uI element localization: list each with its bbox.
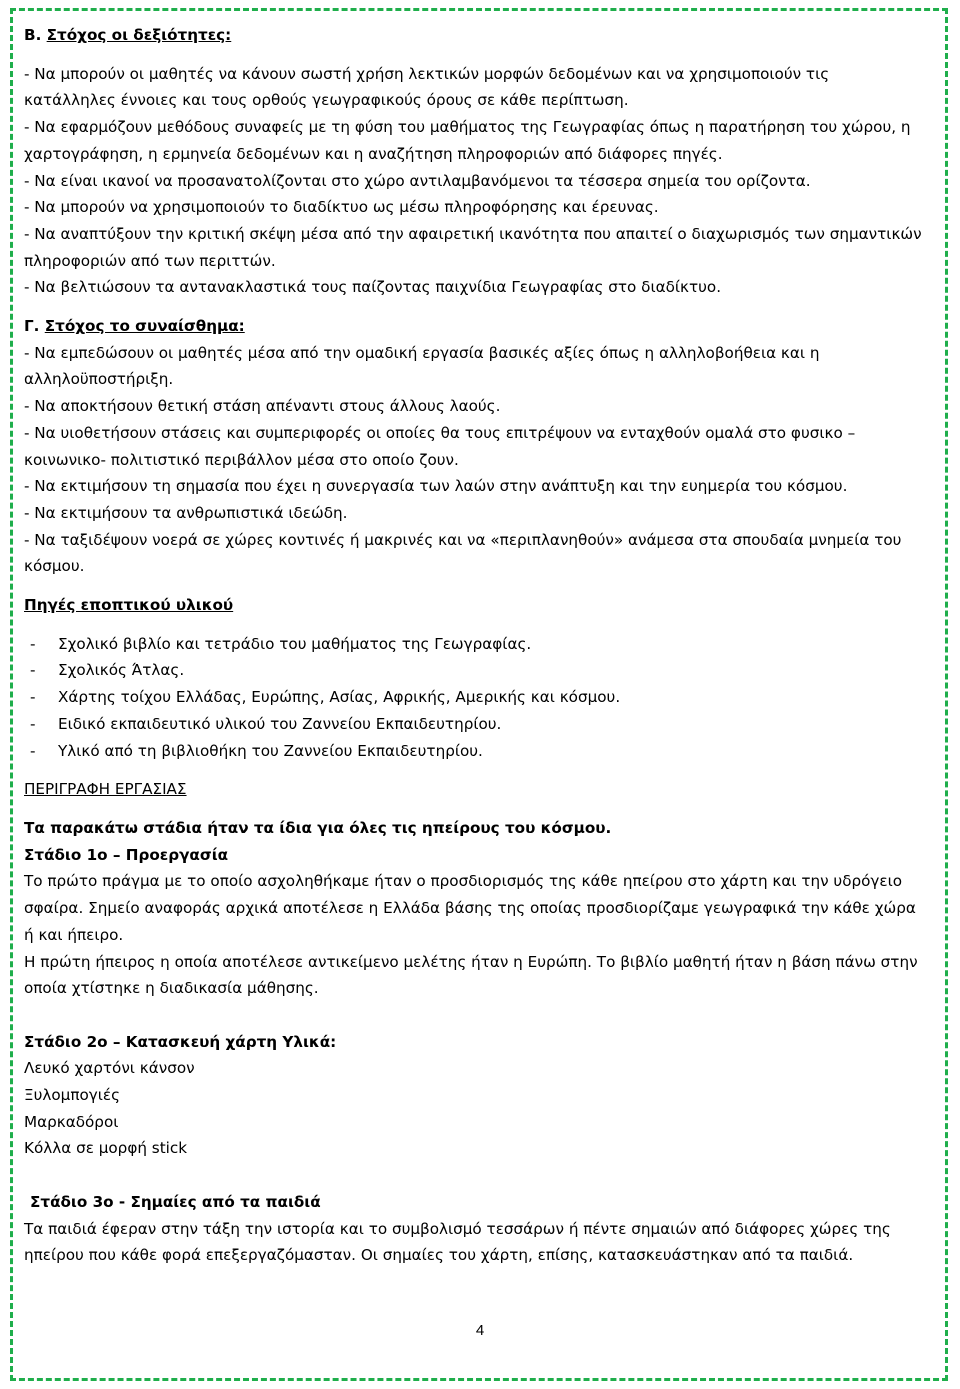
section-b-item: - Να αναπτύξουν την κριτική σκέψη μέσα από την αφαιρετική ικανότητα που απαιτεί ο διαχωρισμός των σημαντικών πληροφοριών από των περιττών.: [24, 224, 922, 270]
sources-item-text: Χάρτης τοίχου Ελλάδας, Ευρώπης, Ασίας, Αφρικής, Αμερικής και κόσμου.: [58, 688, 621, 707]
sources-item-text: Υλικό από τη βιβλιοθήκη του Ζαννείου Εκπαιδευτηρίου.: [58, 741, 483, 760]
material-item: Λευκό χαρτόνι κάνσον: [24, 1059, 195, 1078]
stage3-paragraph: Τα παιδιά έφεραν στην τάξη την ιστορία και το συμβολισμό τεσσάρων ή πέντε σημαιών από διάφορες χώρες της ηπείρου που κάθε φορά επεξεργαζόμασταν. Οι σημαίες του χάρτη, επίσης, κατασκευάστηκαν από τα παιδιά.: [24, 1219, 891, 1265]
material-item: Μαρκαδόροι: [24, 1112, 119, 1131]
section-g-letter: Γ.: [24, 317, 45, 336]
section-b-item: - Να μπορούν να χρησιμοποιούν το διαδίκτυο ως μέσω πληροφόρησης και έρευνας.: [24, 198, 659, 217]
section-g-item: - Να εκτιμήσουν τη σημασία που έχει η συνεργασία των λαών στην ανάπτυξη και την ευημερία του κόσμου.: [24, 477, 848, 496]
sources-item: - Υλικό από τη βιβλιοθήκη του Ζαννείου Εκπαιδευτηρίου.: [24, 738, 924, 765]
document-body: [24, 22, 924, 1269]
section-g-item: - Να ταξιδέψουν νοερά σε χώρες κοντινές ή μακρινές και να «περιπλανηθούν» ανάμεσα στα σπουδαία μνημεία του κόσμου.: [24, 530, 902, 576]
section-g-list: [24, 340, 924, 580]
section-g-item: - Να αποκτήσουν θετική στάση απέναντι στους άλλους λαούς.: [24, 397, 501, 416]
sources-item-text: Σχολικό βιβλίο και τετράδιο του μαθήματος της Γεωγραφίας.: [58, 634, 532, 653]
section-b-item: - Να είναι ικανοί να προσανατολίζονται στο χώρο αντιλαμβανόμενοι τα τέσσερα σημεία του ορίζοντα.: [24, 171, 811, 190]
description-intro: Τα παρακάτω στάδια ήταν τα ίδια για όλες τις ηπείρους του κόσμου.: [24, 818, 612, 837]
section-g-item: - Να εκτιμήσουν τα ανθρωπιστικά ιδεώδη.: [24, 503, 348, 522]
stage2-title: Στάδιο 2ο – Κατασκευή χάρτη Υλικά:: [24, 1032, 337, 1051]
stage3-title: Στάδιο 3ο - Σημαίες από τα παιδιά: [30, 1192, 321, 1211]
section-g-item: - Να υιοθετήσουν στάσεις και συμπεριφορές οι οποίες θα τους επιτρέψουν να ενταχθούν ομαλά στο φυσικο – κοινωνικο- πολιτιστικό περιβάλλον μέσα στο οποίο ζουν.: [24, 423, 856, 469]
section-b-item: - Να εφαρμόζουν μεθόδους συναφείς με τη φύση του μαθήματος της Γεωγραφίας όπως η παρατήρηση του χώρου, η χαρτογράφηση, η ερμηνεία δεδομένων και η αναζήτηση πληροφοριών από διάφορες πηγές.: [24, 118, 911, 163]
section-b-list: [24, 61, 924, 301]
stage1-paragraph-2: Η πρώτη ήπειρος η οποία αποτέλεσε αντικείμενο μελέτης ήταν η Ευρώπη. Το βιβλίο μαθητή ήταν η βάση πάνω στην οποία χτίστηκε η διαδικασία μάθησης.: [24, 952, 918, 998]
section-b-title: Στόχος οι δεξιότητες:: [46, 26, 232, 44]
section-b-heading: [24, 22, 924, 49]
sources-item: - Σχολικός Άτλας.: [24, 657, 924, 684]
description-heading: ΠΕΡΙΓΡΑΦΗ ΕΡΓΑΣΙΑΣ: [24, 780, 187, 799]
section-g-item: - Να εμπεδώσουν οι μαθητές μέσα από την ομαδική εργασία βασικές αξίες όπως η αλληλοβοήθεια και η αλληλοϋποστήριξη.: [24, 343, 820, 389]
sources-list: [24, 631, 924, 765]
page-number: 4: [475, 1322, 485, 1339]
sources-heading: Πηγές εποπτικού υλικού: [24, 596, 234, 615]
section-g-title: Στόχος το συναίσθημα:: [44, 317, 245, 336]
sources-item: - Χάρτης τοίχου Ελλάδας, Ευρώπης, Ασίας, Αφρικής, Αμερικής και κόσμου.: [24, 684, 924, 711]
section-b-letter: Β.: [24, 26, 47, 44]
sources-item: - Σχολικό βιβλίο και τετράδιο του μαθήματος της Γεωγραφίας.: [24, 631, 924, 658]
sources-item: - Ειδικό εκπαιδευτικό υλικού του Ζαννείου Εκπαιδευτηρίου.: [24, 711, 924, 738]
sources-item-text: Σχολικός Άτλας.: [58, 661, 185, 680]
sources-item-text: Ειδικό εκπαιδευτικό υλικού του Ζαννείου Εκπαιδευτηρίου.: [58, 714, 502, 733]
material-item: Ξυλομπογιές: [24, 1086, 121, 1104]
stage1-paragraph: Το πρώτο πράγμα με το οποίο ασχοληθήκαμε ήταν ο προσδιορισμός της κάθε ηπείρου στο χάρτη και την υδρόγειο σφαίρα. Σημείο αναφοράς αρχικά αποτέλεσε η Ελλάδα βάσης της οποίας προσδιορίζαμε γεωγραφικά την κάθε χώρα ή και ήπειρο.: [24, 872, 916, 944]
section-b-item: - Να βελτιώσουν τα αντανακλαστικά τους παίζοντας παιχνίδια Γεωγραφίας στο διαδίκτυο.: [24, 278, 722, 297]
stage2-materials: [24, 1055, 924, 1162]
section-b-item: - Να μπορούν οι μαθητές να κάνουν σωστή χρήση λεκτικών μορφών δεδομένων και να χρησιμοποιούν τις κατάλληλες έννοιες και τους ορθούς γεωγραφικούς όρους σε κάθε περίπτωση.: [24, 64, 830, 110]
material-item: Κόλλα σε μορφή stick: [24, 1139, 188, 1158]
stage1-title: Στάδιο 1ο – Προεργασία: [24, 845, 229, 864]
section-g-heading: [24, 313, 924, 340]
